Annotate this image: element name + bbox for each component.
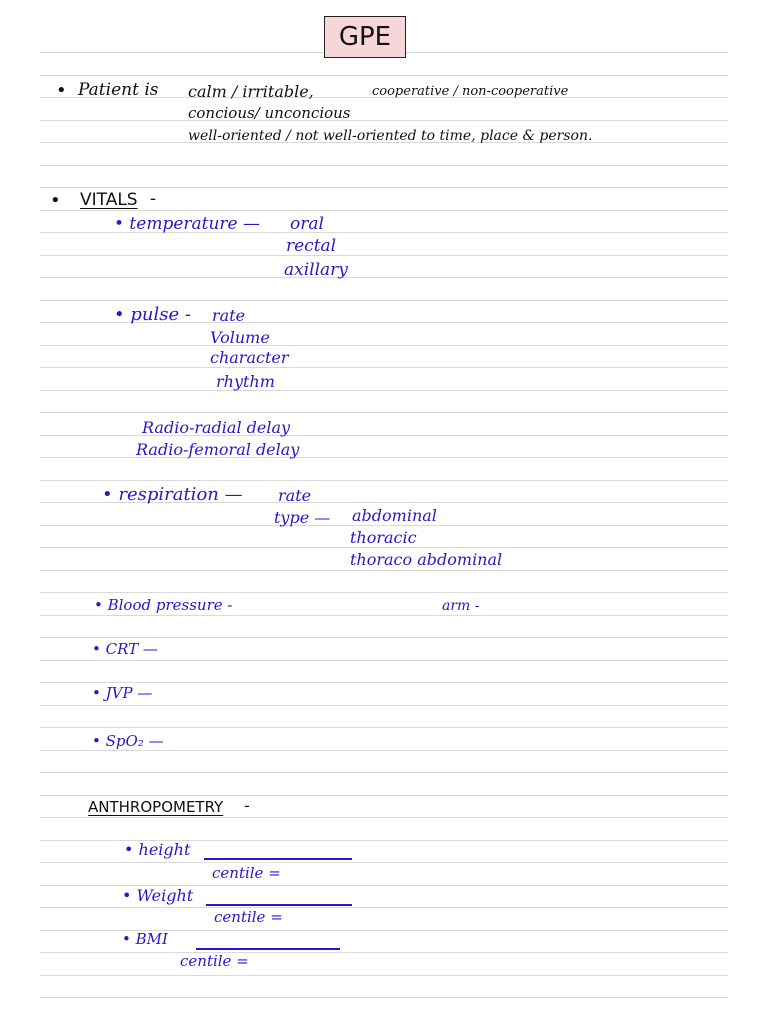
page-title: GPE (324, 16, 406, 58)
respiration-abdominal: abdominal (352, 506, 437, 525)
radio-femoral-delay: Radio-femoral delay (136, 440, 300, 459)
pulse-character: character (210, 348, 289, 367)
ruled-line (40, 277, 728, 278)
ruled-line (40, 412, 728, 413)
pulse-volume: Volume (210, 328, 270, 347)
bmi-centile: centile = (180, 952, 249, 970)
ruled-line (40, 210, 728, 211)
anthropometry-dash: - (244, 796, 250, 816)
ruled-line (40, 187, 728, 188)
ruled-line (40, 907, 728, 908)
general-line3: well-oriented / not well-oriented to time, place & person. (188, 128, 593, 144)
ruled-line (40, 75, 728, 76)
ruled-line (40, 570, 728, 571)
weight-centile: centile = (214, 908, 283, 926)
ruled-line (40, 592, 728, 593)
pulse-rate: rate (212, 306, 246, 325)
bullet: • (50, 190, 61, 211)
temperature-oral: oral (290, 214, 324, 234)
crt-label: • CRT — (92, 640, 158, 658)
ruled-line (40, 952, 728, 953)
ruled-line (40, 862, 728, 863)
height-centile: centile = (212, 864, 281, 882)
ruled-line (40, 772, 728, 773)
temperature-label: • temperature — (114, 214, 261, 234)
respiration-label: • respiration — (102, 484, 243, 505)
bmi-blank (196, 948, 340, 950)
ruled-line (40, 817, 728, 818)
height-label: • height (124, 840, 191, 859)
height-blank (204, 858, 352, 860)
ruled-line (40, 165, 728, 166)
radio-radial-delay: Radio-radial delay (142, 418, 291, 437)
ruled-line (40, 367, 728, 368)
ruled-line (40, 750, 728, 751)
ruled-line (40, 660, 728, 661)
ruled-line (40, 637, 728, 638)
general-line1b: cooperative / non-cooperative (372, 84, 569, 99)
ruled-line (40, 255, 728, 256)
pulse-label: • pulse - (114, 304, 191, 325)
ruled-line (40, 705, 728, 706)
respiration-type-label: type — (274, 508, 331, 527)
general-line2: concious/ unconcious (188, 104, 351, 122)
ruled-line (40, 525, 728, 526)
pulse-rhythm: rhythm (216, 372, 275, 391)
bmi-label: • BMI (122, 930, 168, 948)
blood-pressure-label: • Blood pressure - (94, 596, 233, 614)
vitals-dash: - (150, 188, 157, 209)
spo2-label: • SpO₂ — (92, 732, 164, 750)
ruled-line (40, 795, 728, 796)
bullet: • (56, 80, 67, 101)
ruled-line (40, 682, 728, 683)
ruled-line (40, 480, 728, 481)
ruled-line (40, 547, 728, 548)
temperature-axillary: axillary (284, 260, 348, 280)
patient-lead: Patient is (78, 80, 159, 100)
blood-pressure-arm: arm - (442, 598, 480, 614)
ruled-line (40, 615, 728, 616)
ruled-line (40, 975, 728, 976)
jvp-label: • JVP — (92, 684, 153, 702)
weight-label: • Weight (122, 886, 194, 905)
respiration-thoraco-abdominal: thoraco abdominal (350, 550, 503, 569)
anthropometry-heading: ANTHROPOMETRY (88, 798, 224, 816)
vitals-heading: VITALS (80, 190, 138, 210)
ruled-line (40, 997, 728, 998)
respiration-thoracic: thoracic (350, 528, 417, 547)
ruled-line (40, 300, 728, 301)
temperature-rectal: rectal (286, 236, 337, 256)
ruled-line (40, 390, 728, 391)
ruled-line (40, 727, 728, 728)
general-line1: calm / irritable, (188, 82, 314, 101)
ruled-line (40, 345, 728, 346)
ruled-line (40, 120, 728, 121)
respiration-rate: rate (278, 486, 312, 505)
weight-blank (206, 904, 352, 906)
